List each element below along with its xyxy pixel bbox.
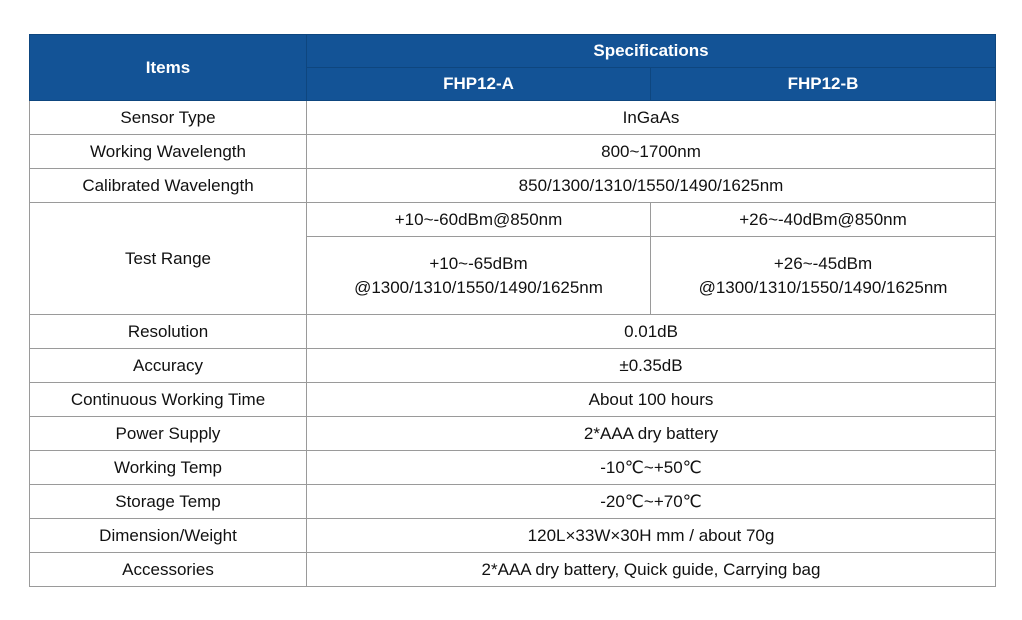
test-range-a-other [307, 237, 651, 315]
row-label: Working Wavelength [30, 135, 307, 169]
model-a-header: FHP12-A [307, 68, 651, 101]
row-label: Calibrated Wavelength [30, 169, 307, 203]
test-range-b-other-line2: @1300/1310/1550/1490/1625nm [698, 277, 948, 297]
row-label: Continuous Working Time [30, 383, 307, 417]
row-label: Power Supply [30, 417, 307, 451]
row-label: Dimension/Weight [30, 519, 307, 553]
row-value: 850/1300/1310/1550/1490/1625nm [307, 169, 996, 203]
row-label: Resolution [30, 315, 307, 349]
row-label: Sensor Type [30, 101, 307, 135]
test-range-b-other [651, 237, 996, 315]
table-row [30, 417, 996, 451]
table-row [30, 451, 996, 485]
specifications-table [29, 34, 996, 587]
test-range-a-850: +10~-60dBm@850nm [307, 203, 651, 237]
row-label: Test Range [30, 203, 307, 315]
row-label: Working Temp [30, 451, 307, 485]
row-value: InGaAs [307, 101, 996, 135]
test-range-a-other-line2: @1300/1310/1550/1490/1625nm [354, 277, 603, 297]
table-row [30, 315, 996, 349]
table-row [30, 519, 996, 553]
row-value: 2*AAA dry battery [307, 417, 996, 451]
row-value: 120L×33W×30H mm / about 70g [307, 519, 996, 553]
specifications-header: Specifications [307, 35, 996, 68]
row-value: About 100 hours [307, 383, 996, 417]
row-label: Accuracy [30, 349, 307, 383]
table-row [30, 485, 996, 519]
row-value: -10℃~+50℃ [307, 451, 996, 485]
items-header: Items [30, 35, 307, 101]
row-label: Storage Temp [30, 485, 307, 519]
test-range-b-850: +26~-40dBm@850nm [651, 203, 996, 237]
table-row [30, 203, 996, 237]
row-value: 0.01dB [307, 315, 996, 349]
test-range-a-other-line1: +10~-65dBm [429, 253, 528, 273]
table-row [30, 169, 996, 203]
row-label: Accessories [30, 553, 307, 587]
test-range-b-other-line1: +26~-45dBm [773, 253, 873, 273]
row-value: 2*AAA dry battery, Quick guide, Carrying bag [307, 553, 996, 587]
row-value: ±0.35dB [307, 349, 996, 383]
table-row [30, 135, 996, 169]
row-value: 800~1700nm [307, 135, 996, 169]
row-value: -20℃~+70℃ [307, 485, 996, 519]
table-row [30, 553, 996, 587]
header-row-top [30, 35, 996, 68]
table-row [30, 101, 996, 135]
table-row [30, 383, 996, 417]
table-row [30, 349, 996, 383]
model-b-header: FHP12-B [651, 68, 996, 101]
